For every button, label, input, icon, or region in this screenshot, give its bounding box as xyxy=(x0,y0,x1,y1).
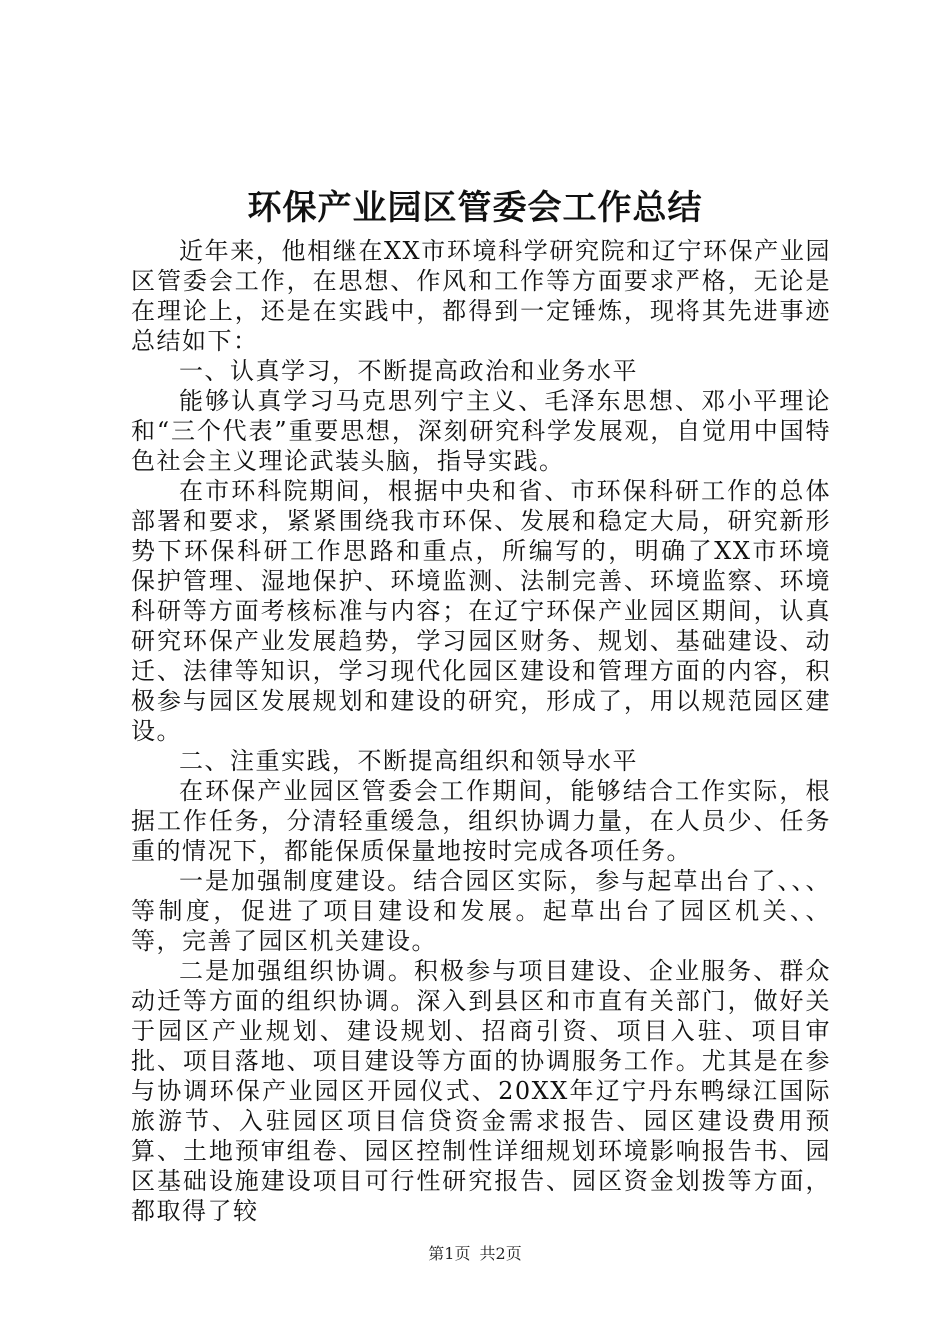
section-heading-2: 二、注重实践，不断提高组织和领导水平 xyxy=(179,747,638,775)
page-footer xyxy=(0,1244,950,1264)
paragraph-system-building: 一是加强制度建设。结合园区实际，参与起草出台了、、、等制度，促进了项目建设和发展。起草出台了园区机关、、等，完善了园区机关建设。 xyxy=(131,867,831,955)
page-number: 第1页 xyxy=(428,1244,471,1263)
paragraph-research: 在市环科院期间，根据中央和省、市环保科研工作的总体部署和要求，紧紧围绕我市环保、发展和稳定大局，研究新形势下环保科研工作思路和重点，所编写的，明确了XX市环境保护管理、湿地保护、环境监测、法制完善、环境监察、环境科研等方面考核标准与内容；在辽宁环保产业园区期间，认真研究环保产业发展趋势，学习园区财务、规划、基础建设、动迁、法律等知识，学习现代化园区建设和管理方面的内容，积极参与园区发展规划和建设的研究，形成了，用以规范园区建设。 xyxy=(131,477,831,745)
section-heading-1: 一、认真学习，不断提高政治和业务水平 xyxy=(179,357,638,385)
document-title: 环保产业园区管委会工作总结 xyxy=(247,188,703,228)
paragraph-intro: 近年来，他相继在XX市环境科学研究院和辽宁环保产业园区管委会工作，在思想、作风和工作等方面要求严格，无论是在理论上，还是在实践中，都得到一定锤炼，现将其先进事迹总结如下： xyxy=(131,237,831,355)
paragraph-study: 能够认真学习马克思列宁主义、毛泽东思想、邓小平理论和“三个代表”重要思想，深刻研究科学发展观，自觉用中国特色社会主义理论武装头脑，指导实践。 xyxy=(131,387,831,475)
page-total: 共2页 xyxy=(479,1244,522,1263)
paragraph-coordination: 二是加强组织协调。积极参与项目建设、企业服务、群众动迁等方面的组织协调。深入到县区和市直有关部门，做好关于园区产业规划、建设规划、招商引资、项目入驻、项目审批、项目落地、项目建设等方面的协调服务工作。尤其是在参与协调环保产业园区开园仪式、20XX年辽宁丹东鸭绿江国际旅游节、入驻园区项目信贷资金需求报告、园区建设费用预算、土地预审组卷、园区控制性详细规划环境影响报告书、园区基础设施建设项目可行性研究报告、园区资金划拨等方面，都取得了较 xyxy=(131,957,831,1225)
paragraph-practice: 在环保产业园区管委会工作期间，能够结合工作实际，根据工作任务，分清轻重缓急，组织协调力量，在人员少、任务重的情况下，都能保质保量地按时完成各项任务。 xyxy=(131,777,831,865)
document-body xyxy=(131,236,831,1226)
